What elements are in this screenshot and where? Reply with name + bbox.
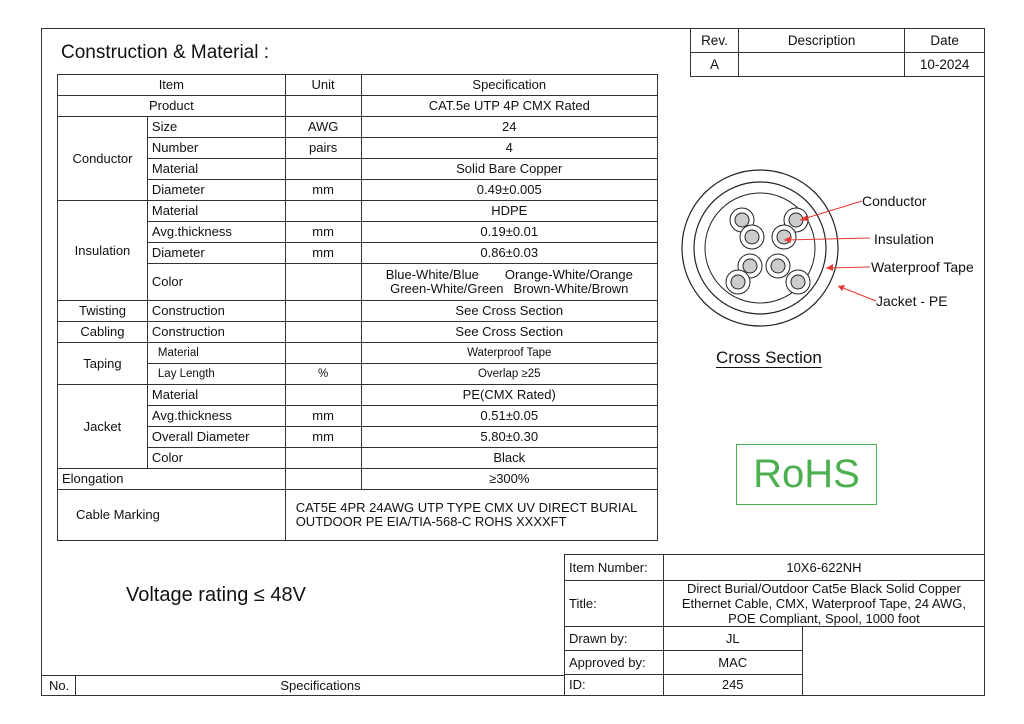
id-value: 245 — [663, 675, 802, 696]
cabling-item: Construction — [147, 322, 285, 343]
conductor-diameter-spec: 0.49±0.005 — [361, 180, 657, 201]
jacket-callout-label: Jacket - PE — [876, 293, 948, 309]
item-number-label: Item Number: — [565, 555, 664, 581]
insulation-diameter-item: Diameter — [147, 243, 285, 264]
jacket-color-item: Color — [147, 448, 285, 469]
twisting-spec: See Cross Section — [361, 301, 657, 322]
insulation-material-spec: HDPE — [361, 201, 657, 222]
conductor-size-item: Size — [147, 117, 285, 138]
date-value: 10-2024 — [905, 53, 985, 77]
taping-material-item: Material — [147, 343, 285, 364]
elongation-spec: ≥300% — [361, 469, 657, 490]
color-pair-blue: Blue-White/Blue — [385, 267, 479, 282]
title-line-2: Ethernet Cable, CMX, Waterproof Tape, 24 AWG, — [681, 596, 967, 611]
page-title: Construction & Material : — [61, 42, 270, 63]
conductor-number-spec: 4 — [361, 138, 657, 159]
conductor-material-unit — [285, 159, 361, 180]
taping-lay-unit: % — [285, 364, 361, 385]
jacket-thickness-spec: 0.51±0.05 — [361, 406, 657, 427]
spec-table — [57, 74, 658, 541]
jacket-color-spec: Black — [361, 448, 657, 469]
drawn-by-value: JL — [663, 627, 802, 651]
conductor-material-item: Material — [147, 159, 285, 180]
item-header: Item — [58, 75, 286, 96]
jacket-material-spec: PE(CMX Rated) — [361, 385, 657, 406]
specifications-label: Specifications — [280, 678, 361, 693]
cable-marking-line-2: OUTDOOR PE EIA/TIA-568-C ROHS XXXXFT — [295, 514, 567, 529]
product-label: Product — [58, 96, 286, 117]
taping-material-unit — [285, 343, 361, 364]
jacket-thickness-item: Avg.thickness — [147, 406, 285, 427]
info-table — [564, 554, 985, 696]
conductor-diameter-unit: mm — [285, 180, 361, 201]
jacket-thickness-unit: mm — [285, 406, 361, 427]
cable-marking-line-1: CAT5E 4PR 24AWG UTP TYPE CMX UV DIRECT BURIAL — [295, 500, 638, 515]
product-value: CAT.5e UTP 4P CMX Rated — [361, 96, 657, 117]
jacket-diameter-spec: 5.80±0.30 — [361, 427, 657, 448]
insulation-color-item: Color — [147, 264, 285, 301]
insulation-material-item: Material — [147, 201, 285, 222]
jacket-inner-circle — [694, 182, 826, 314]
conductor-label: Conductor — [58, 117, 148, 201]
rev-value: A — [691, 53, 739, 77]
taping-lay-spec: Overlap ≥25 — [361, 364, 657, 385]
conductor-diameter-item: Diameter — [147, 180, 285, 201]
jacket-material-item: Material — [147, 385, 285, 406]
spec-header: Specification — [361, 75, 657, 96]
taping-material-spec: Waterproof Tape — [361, 343, 657, 364]
title-value — [663, 581, 984, 627]
conductor-number-unit: pairs — [285, 138, 361, 159]
color-pair-orange: Orange-White/Orange — [504, 267, 633, 282]
insulation-thickness-item: Avg.thickness — [147, 222, 285, 243]
jacket-diameter-item: Overall Diameter — [147, 427, 285, 448]
jacket-diameter-unit: mm — [285, 427, 361, 448]
description-header: Description — [738, 29, 904, 53]
id-label: ID: — [565, 675, 664, 696]
unit-header: Unit — [285, 75, 361, 96]
jacket-color-unit — [285, 448, 361, 469]
rev-header: Rev. — [691, 29, 739, 53]
approved-by-label: Approved by: — [565, 651, 664, 675]
date-header: Date — [905, 29, 985, 53]
conductor-size-spec: 24 — [361, 117, 657, 138]
cable-marking-value — [285, 490, 657, 541]
color-pair-green: Green-White/Green — [390, 281, 504, 296]
insulation-diameter-unit: mm — [285, 243, 361, 264]
insulation-diameter-spec: 0.86±0.03 — [361, 243, 657, 264]
cable-marking-label: Cable Marking — [58, 490, 286, 541]
taping-label: Taping — [58, 343, 148, 385]
description-value — [738, 53, 904, 77]
title-line-1: Direct Burial/Outdoor Cat5e Black Solid Copper — [687, 581, 961, 596]
cabling-spec: See Cross Section — [361, 322, 657, 343]
footer-row — [41, 675, 565, 696]
elongation-label: Elongation — [58, 469, 286, 490]
wire-group — [726, 208, 810, 294]
cross-section-title: Cross Section — [716, 348, 822, 367]
jacket-material-unit — [285, 385, 361, 406]
cross-section-diagram — [680, 160, 990, 340]
twisting-item: Construction — [147, 301, 285, 322]
approved-by-value: MAC — [663, 651, 802, 675]
revision-table — [690, 28, 985, 77]
jacket-label: Jacket — [58, 385, 148, 469]
conductor-size-unit: AWG — [285, 117, 361, 138]
item-number-value: 10X6-622NH — [663, 555, 984, 581]
twisting-label: Twisting — [58, 301, 148, 322]
cabling-label: Cabling — [58, 322, 148, 343]
drawn-by-label: Drawn by: — [565, 627, 664, 651]
insulation-thickness-spec: 0.19±0.01 — [361, 222, 657, 243]
no-label: No. — [41, 676, 76, 696]
insulation-callout-label: Insulation — [874, 231, 934, 247]
insulation-thickness-unit: mm — [285, 222, 361, 243]
waterproof-tape-callout-label: Waterproof Tape — [871, 259, 974, 275]
color-pair-brown: Brown-White/Brown — [513, 281, 629, 296]
title-line-3: POE Compliant, Spool, 1000 foot — [728, 611, 920, 626]
voltage-rating: Voltage rating ≤ 48V — [126, 584, 306, 606]
conductor-material-spec: Solid Bare Copper — [361, 159, 657, 180]
insulation-label: Insulation — [58, 201, 148, 301]
conductor-number-item: Number — [147, 138, 285, 159]
insulation-material-unit — [285, 201, 361, 222]
title-label: Title: — [565, 581, 664, 627]
taping-lay-item: Lay Length — [147, 364, 285, 385]
rohs-badge: RoHS — [736, 444, 877, 505]
conductor-callout-label: Conductor — [862, 193, 927, 209]
insulation-color-spec — [361, 264, 657, 301]
